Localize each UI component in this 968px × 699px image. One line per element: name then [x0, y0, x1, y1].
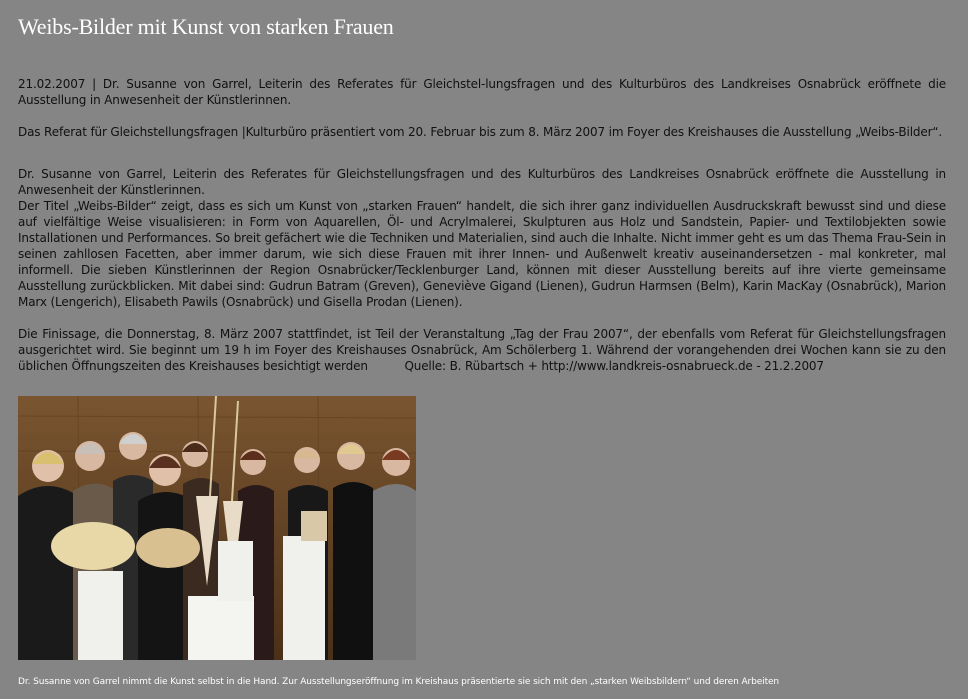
- article-intro: 21.02.2007 | Dr. Susanne von Garrel, Leiterin des Referates für Gleichstel-lungsfragen und des Kulturbüros des Landkreises Osnabrück eröffnete die Ausstellung in Anwesenheit der Künstlerinnen.: [18, 77, 946, 107]
- exhibition-photo: [18, 396, 416, 660]
- article-announcement: Das Referat für Gleichstellungsfragen |Kulturbüro präsentiert vom 20. Februar bis zum 8. März 2007 im Foyer des Kreishauses die Ausstellung „Weibs-Bilder“.: [18, 125, 943, 139]
- article-paragraph-finissage: [18, 326, 946, 374]
- article-body: [18, 76, 946, 374]
- finissage-text: Die Finissage, die Donnerstag, 8. März 2007 stattfindet, ist Teil der Veranstaltung „Tag der Frau 2007“, der ebenfalls vom Referat für Gleichstellungsfragen ausgerichtet wird. Sie beginnt um 19 h im Foyer des Kreishauses Osnabrück, Am Schölerberg 1. Während der vorangehenden drei Wochen kann sie zu den üblichen Öffnungszeiten des Kreishauses besichtigt werden: [18, 327, 946, 373]
- photo-caption: Dr. Susanne von Garrel nimmt die Kunst selbst in die Hand. Zur Ausstellungseröffnung im Kreishaus präsentierte sie sich mit den „starken Weibsbildern“ und deren Arbeiten: [18, 677, 780, 687]
- page-title: Weibs-Bilder mit Kunst von starken Frauen: [18, 14, 394, 39]
- source-credit: Quelle: B. Rübartsch + http://www.landkreis-osnabrueck.de - 21.2.2007: [404, 359, 824, 373]
- article-paragraph-opening: Dr. Susanne von Garrel, Leiterin des Referates für Gleichstellungsfragen und des Kulturbüros des Landkreises Osnabrück eröffnete die Ausstellung in Anwesenheit der Künstlerinnen.: [18, 167, 946, 197]
- article-paragraph-title: Der Titel „Weibs-Bilder“ zeigt, dass es sich um Kunst von „starken Frauen“ handelt, die sich ihrer ganz individuellen Ausdruckskraft bewusst sind und diese auf vielfältige Weise visualisieren: in Form von Aquarellen, Öl- und Acrylmalerei, Skulpturen aus Holz und Sandstein, Papier- und Textilobjekten sowie Installationen und Performances. So breit gefächert wie die Techniken und Materialien, sind auch die Inhalte. Nicht immer geht es um das Thema Frau-Sein in seinen zahllosen Facetten, aber immer darum, wie sich diese Frauen mit ihrer Innen- und Außenwelt kreativ auseinandersetzen - mal konkreter, mal informell. Die sieben Künstlerinnen der Region Osnabrücker/Tecklenburger Land, können mit dieser Ausstellung bereits auf ihre vierte gemeinsame Ausstellung zurückblicken. Mit dabei sind: Gudrun Batram (Greven), Geneviève Gigand (Lienen), Gudrun Harmsen (Belm), Karin MacKay (Osnabrück), Marion Marx (Lengerich), Elisabeth Pawils (Osnabrück) und Gisella Prodan (Lienen).: [18, 199, 946, 309]
